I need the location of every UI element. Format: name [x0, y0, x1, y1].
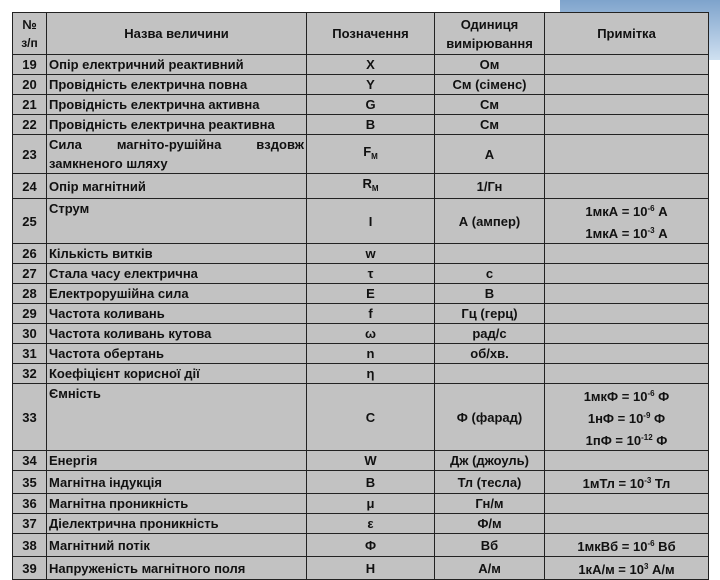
row-note — [545, 514, 709, 534]
table-row — [13, 324, 709, 344]
row-num: 31 — [13, 344, 47, 364]
row-unit: В — [435, 284, 545, 304]
row-name: Магнітна індукція — [47, 471, 307, 494]
row-name: Струм — [47, 199, 307, 244]
table-row — [13, 494, 709, 514]
row-name: Сила магніто-рушійна вздовж замкненого шляху — [47, 135, 307, 174]
row-symbol: μ — [307, 494, 435, 514]
row-num: 29 — [13, 304, 47, 324]
table-row — [13, 75, 709, 95]
row-num: 26 — [13, 244, 47, 264]
row-name: Коефіцієнт корисної дії — [47, 364, 307, 384]
row-num: 39 — [13, 557, 47, 580]
row-symbol: B — [307, 471, 435, 494]
row-note — [545, 55, 709, 75]
row-num: 33 — [13, 384, 47, 451]
table-row — [13, 199, 709, 244]
row-symbol: $R_М$ — [307, 174, 435, 199]
row-unit: 1/Гн — [435, 174, 545, 199]
row-unit: Тл (тесла) — [435, 471, 545, 494]
row-symbol: n — [307, 344, 435, 364]
row-unit: с — [435, 264, 545, 284]
row-num: 19 — [13, 55, 47, 75]
row-unit: См (сіменс) — [435, 75, 545, 95]
row-note: $1мТл = 10^{-3}$ Тл — [545, 471, 709, 494]
row-symbol: Y — [307, 75, 435, 95]
header-name: Назва величини — [47, 13, 307, 55]
row-note: 1мкВб = $10^{-6}$ Вб — [545, 534, 709, 557]
table-row — [13, 95, 709, 115]
row-num: 36 — [13, 494, 47, 514]
row-unit: Ом — [435, 55, 545, 75]
row-note — [545, 494, 709, 514]
row-name: Частота коливань — [47, 304, 307, 324]
row-name: Частота коливань кутова — [47, 324, 307, 344]
row-unit — [435, 364, 545, 384]
row-symbol: Ф — [307, 534, 435, 557]
table-row — [13, 471, 709, 494]
header-symbol: Позначення — [307, 13, 435, 55]
row-note: $1мкФ = 10^{-6}$ Ф $1нФ = 10^{-9}$ Ф $1пФ = 10^{-12}$ Ф — [545, 384, 709, 451]
row-unit: См — [435, 115, 545, 135]
row-name: Опір магнітний — [47, 174, 307, 199]
row-symbol: ε — [307, 514, 435, 534]
table-row — [13, 284, 709, 304]
table-row — [13, 534, 709, 557]
row-num: 35 — [13, 471, 47, 494]
row-num: 24 — [13, 174, 47, 199]
row-unit: А — [435, 135, 545, 174]
row-num: 38 — [13, 534, 47, 557]
row-name: Опір електричний реактивний — [47, 55, 307, 75]
row-note: $1мкА = 10^{-6}$ А $1мкА = 10^{-3}$ А — [545, 199, 709, 244]
table-row — [13, 135, 709, 174]
row-unit: См — [435, 95, 545, 115]
row-unit: рад/с — [435, 324, 545, 344]
row-symbol: B — [307, 115, 435, 135]
row-unit: А/м — [435, 557, 545, 580]
row-symbol: f — [307, 304, 435, 324]
row-note — [545, 364, 709, 384]
row-symbol: G — [307, 95, 435, 115]
row-unit: Ф (фарад) — [435, 384, 545, 451]
row-unit: об/хв. — [435, 344, 545, 364]
table-row — [13, 364, 709, 384]
row-num: 25 — [13, 199, 47, 244]
row-symbol: η — [307, 364, 435, 384]
row-unit: А (ампер) — [435, 199, 545, 244]
table-row — [13, 115, 709, 135]
row-note — [545, 451, 709, 471]
row-note — [545, 244, 709, 264]
row-num: 20 — [13, 75, 47, 95]
row-note — [545, 284, 709, 304]
table-row — [13, 557, 709, 580]
row-name: Магнітна проникність — [47, 494, 307, 514]
row-name: Ємність — [47, 384, 307, 451]
row-num: 23 — [13, 135, 47, 174]
header-unit: Одиниця вимірювання — [435, 13, 545, 55]
row-note — [545, 115, 709, 135]
row-symbol: I — [307, 199, 435, 244]
table-row — [13, 244, 709, 264]
row-unit: Гн/м — [435, 494, 545, 514]
table-row — [13, 264, 709, 284]
table-row — [13, 344, 709, 364]
row-symbol: $F_М$ — [307, 135, 435, 174]
row-name: Стала часу електрична — [47, 264, 307, 284]
row-num: 28 — [13, 284, 47, 304]
table-row — [13, 384, 709, 451]
table-row — [13, 514, 709, 534]
row-num: 30 — [13, 324, 47, 344]
table-row — [13, 174, 709, 199]
row-unit: Дж (джоуль) — [435, 451, 545, 471]
row-note — [545, 95, 709, 115]
row-name: Частота обертань — [47, 344, 307, 364]
row-note — [545, 324, 709, 344]
row-num: 27 — [13, 264, 47, 284]
row-num: 22 — [13, 115, 47, 135]
row-name: Магнітний потік — [47, 534, 307, 557]
row-name: Енергія — [47, 451, 307, 471]
row-name: Діелектрична проникність — [47, 514, 307, 534]
row-unit: Гц (герц) — [435, 304, 545, 324]
row-symbol: H — [307, 557, 435, 580]
row-num: 21 — [13, 95, 47, 115]
row-unit: Ф/м — [435, 514, 545, 534]
row-symbol: τ — [307, 264, 435, 284]
row-unit — [435, 244, 545, 264]
row-note — [545, 75, 709, 95]
row-name: Напруженість магнітного поля — [47, 557, 307, 580]
row-note — [545, 304, 709, 324]
row-note — [545, 174, 709, 199]
row-note — [545, 344, 709, 364]
row-num: 37 — [13, 514, 47, 534]
table-header-row — [13, 13, 709, 55]
row-symbol: ω — [307, 324, 435, 344]
table-row — [13, 304, 709, 324]
row-symbol: C — [307, 384, 435, 451]
row-name: Кількість витків — [47, 244, 307, 264]
row-note: $1кА/м = 10^3$ А/м — [545, 557, 709, 580]
row-symbol: w — [307, 244, 435, 264]
quantities-table — [12, 12, 709, 580]
row-symbol: E — [307, 284, 435, 304]
table-row — [13, 55, 709, 75]
row-name: Електрорушійна сила — [47, 284, 307, 304]
header-note: Примітка — [545, 13, 709, 55]
row-symbol: X — [307, 55, 435, 75]
row-name: Провідність електрична повна — [47, 75, 307, 95]
row-name: Провідність електрична реактивна — [47, 115, 307, 135]
row-unit: Вб — [435, 534, 545, 557]
header-num: № з/п — [13, 13, 47, 55]
row-num: 34 — [13, 451, 47, 471]
table-row — [13, 451, 709, 471]
row-name: Провідність електрична активна — [47, 95, 307, 115]
row-num: 32 — [13, 364, 47, 384]
row-symbol: W — [307, 451, 435, 471]
row-note — [545, 264, 709, 284]
row-note — [545, 135, 709, 174]
